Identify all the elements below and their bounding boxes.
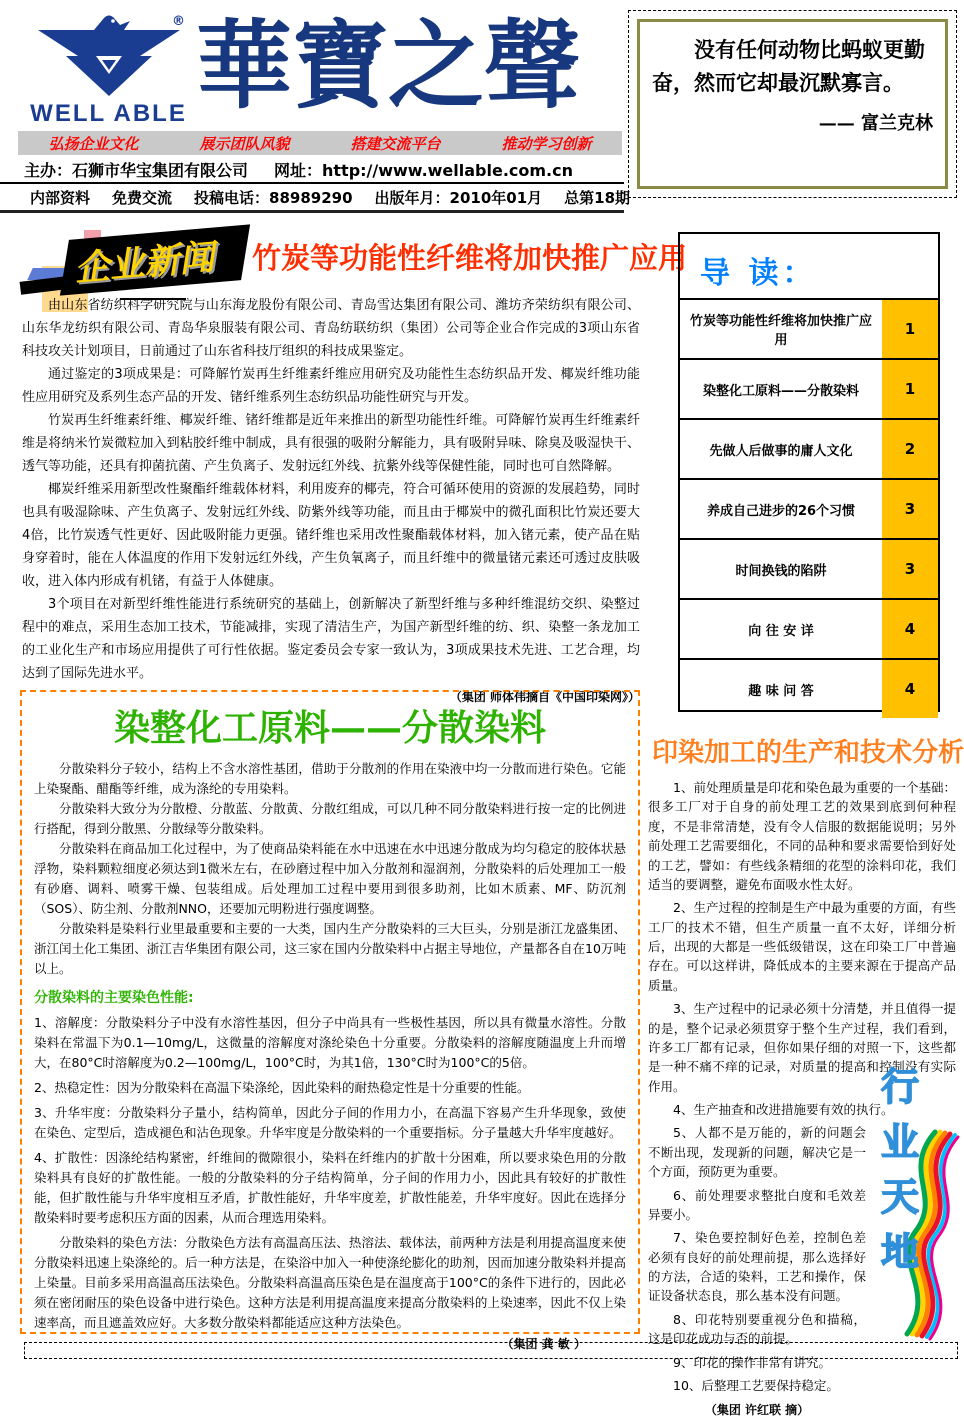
logo-text: WELL ABLE xyxy=(30,100,187,127)
slogan-item: 推动学习创新 xyxy=(501,134,592,153)
news-attribution: （集团 师体伟摘自《中国印染网》） xyxy=(449,690,640,704)
dye-attribution: （集团 龚 敏 ） xyxy=(501,1337,586,1351)
guide-page-number: 3 xyxy=(882,540,938,598)
guide-item-label: 先做人后做事的庸人文化 xyxy=(709,443,853,459)
dye-property: 4、扩散性：因涤纶结构紧密，纤维间的微隙很小，染料在纤维内的扩散十分困难，所以要求染色用的分散染料具有良好的扩散性能。一般的分散染料的分子结构简单，分子间的作用力小，因此具有较好的扩散性能，但扩散性能与升华牢度相互矛盾，扩散性能好，升华牢度差，扩散性能差，升华牢度好。因此在选择分散染料时要考虑积压方面的因素，从而合理选用染料。 xyxy=(34,1150,626,1225)
info-item: 总第18期 xyxy=(564,189,631,207)
news-badge-label: 企业新闻 xyxy=(72,237,216,290)
eagle-icon xyxy=(34,12,184,98)
news-paragraph: 椰炭纤维采用新型改性聚酯纤维载体材料，利用废弃的椰壳，符合可循环使用的资源的发展趋势，同时也具有吸湿除味、产生负离子、发射远红外线、防紫外线等功能，而且由于椰炭中的微孔面积比竹炭还要大4倍，比竹炭透气性更好、因此吸附能力更强。锗纤维也采用改性聚酯载体材料，加入锗元素，使产品在贴身穿着时，能在人体温度的作用下发射远红外线，产生负氧离子，而且纤维中的微量锗元素还可透过皮肤吸收，进入体内形成有机锗，有益于人体健康。 xyxy=(22,482,640,589)
dye-method-paragraph: 分散染料的染色方法：分散染色方法有高温高压法、热溶法、载体法，前两种方法是利用提高温度来使分散染料迅速上染涤纶的。后一种方法是，在染浴中加入一种使涤纶膨化的助剂，因而加速分散染料并提高上染量。目前多采用高温高压法染色。分散染料高温高压染色是在温度高于100°C的条件下进行的，因此必须在密闭耐压的染色设备中进行染色。这种方法是利用提高温度来提高分散染料的上染速率，因此不仅上染速率高，而且遮盖效应好。大多数分散染料都能适应这种方法染色。 xyxy=(34,1235,626,1330)
news-paragraph: 竹炭再生纤维素纤维、椰炭纤维、锗纤维都是近年来推出的新型功能性纤维。可降解竹炭再生纤维素纤维是将纳米竹炭微粒加入到粘胶纤维中制成，具有很强的吸附分解能力，具有吸附异味、除臭及吸湿快干、透气等功能，还具有抑菌抗菌、产生负离子、发射远红外线、抗紫外线等保健性能，同时也可自然降解。 xyxy=(22,413,640,474)
printing-article-title: 印染加工的生产和技术分析 xyxy=(652,738,964,768)
guide-row xyxy=(680,598,938,658)
dye-property: 3、升华牢度：分散染料分子量小，结构简单，因此分子间的作用力小，在高温下容易产生升华现象，致使在染色、定型后，造成褪色和沾色现象。升华牢度是分散染料的一个重要指标。分子量越大升华牢度越好。 xyxy=(34,1105,626,1140)
banner-char: 天 xyxy=(880,1174,919,1219)
dye-subheading: 分散染料的主要染色性能: xyxy=(34,990,194,1006)
guide-item-label: 趣 味 问 答 xyxy=(748,683,814,699)
printing-item: 3、生产过程中的记录必须十分清楚，并且值得一提的是，整个记录必须贯穿于整个生产过程，我们看到，许多工厂都有记录，但你如果仔细的对照一下，这些都是一种不痛不痒的记录，对质量的提高和控制没有实际作用。 xyxy=(648,1001,956,1094)
printing-item: 8、印花特别要重视分色和描稿，这是印花成功与否的前提。 xyxy=(648,1311,866,1347)
dye-paragraph: 分散染料是染料行业里最重要和主要的一大类，国内生产分散染料的三大巨头，分别是浙江龙盛集团、浙江闰土化工集团、浙江吉华集团有限公司，这三家在国内分散染料中占据主导地位，产量都各自在10万吨以上。 xyxy=(34,921,626,976)
guide-page-number: 4 xyxy=(882,660,938,718)
guide-page-number: 1 xyxy=(882,360,938,418)
wellable-logo xyxy=(26,12,191,128)
quote-box xyxy=(628,10,957,198)
dye-paragraph: 分散染料在商品加工化过程中，为了使商品染料能在水中迅速在水中迅速分散成为均匀稳定的胶体状悬浮物，染料颗粒细度必须达到1微米左右，在砂磨过程中加入分散剂和湿润剂，分散染料的后处理加工一般有砂磨、调料、喷雾干燥、包装组成。后处理加工过程中要用到很多助剂，比如木质素、MF、防沉剂（SOS）、防尘剂、分散剂NNO，还要加元明粉进行强度调整。 xyxy=(34,841,626,916)
dye-paragraph: 分散染料大致分为分散橙、分散蓝、分散黄、分散红组成，可以几种不同分散染料进行按一定的比例进行搭配，得到分散黑、分散绿等分散染料。 xyxy=(34,801,626,836)
guide-row xyxy=(680,418,938,478)
registered-mark-icon: ® xyxy=(172,14,185,29)
guide-item-label: 养成自己进步的26个习惯 xyxy=(706,503,856,519)
slogan-item: 搭建交流平台 xyxy=(350,134,441,153)
guide-item-label: 竹炭等功能性纤维将加快推广应用 xyxy=(689,314,872,348)
newsletter-title: 華寶之聲 xyxy=(196,9,580,122)
quote-text: 没有任何动物比蚂蚁更勤奋，然而它却最沉默寡言。 xyxy=(652,37,925,95)
info-item: 出版年月：2010年01月 xyxy=(374,189,543,207)
guide-row xyxy=(680,538,938,598)
guide-item-label: 向 往 安 详 xyxy=(748,623,814,639)
dye-property: 1、溶解度：分散染料分子中没有水溶性基因，但分子中尚具有一些极性基因，所以具有微量水溶性。分散染料在常温下为0.1—10mg/L，这微量的溶解度对涤纶染色十分重要。分散染料的溶解度随温度上升而增大，在80°C时溶解度为0.2—100mg/L，100°C时，为其1倍，130°C时为100°C的5倍。 xyxy=(34,1015,626,1070)
organizer-text: 主办：石狮市华宝集团有限公司 xyxy=(24,161,249,180)
quote-author: —— 富兰克林 xyxy=(818,113,933,135)
guide-item-label: 时间换钱的陷阱 xyxy=(735,563,827,579)
industry-banner xyxy=(876,1064,924,1288)
printing-item: 9、印花的操作非常有讲究。 xyxy=(673,1354,831,1370)
printing-item: 6、前处理要求整批白度和毛效差异要小。 xyxy=(648,1187,866,1222)
slogan-bar xyxy=(18,131,622,155)
bottom-dashed-box xyxy=(24,1342,958,1359)
guide-item-label: 染整化工原料——分散染料 xyxy=(702,383,859,399)
guide-row xyxy=(680,478,938,538)
divider xyxy=(0,182,624,184)
quote-box-inner xyxy=(637,19,948,189)
guide-page-number: 2 xyxy=(882,420,938,478)
printing-attribution: （集团 许红联 摘） xyxy=(704,1403,810,1418)
printing-item: 7、染色要控制好色差，控制色差必须有良好的前处理前提，那么选择好的方法，合适的染料，工艺和操作，保证设备状态良，那么基本没有问题。 xyxy=(648,1230,866,1304)
website-text: 网址：http://www.wellable.com.cn xyxy=(274,161,574,180)
guide-page-number: 3 xyxy=(882,480,938,538)
guide-row xyxy=(680,298,938,358)
dye-property: 2、热稳定性：因为分散染料在高温下染涤纶，因此染料的耐热稳定性是十分重要的性能。 xyxy=(34,1080,530,1095)
news-article xyxy=(22,294,640,704)
news-headline: 竹炭等功能性纤维将加快推广应用 xyxy=(252,241,688,275)
printing-item: 10、后整理工艺要保持稳定。 xyxy=(673,1377,839,1393)
guide-box xyxy=(678,232,940,712)
info-item: 内部资料 xyxy=(30,189,91,207)
slogan-item: 展示团队风貌 xyxy=(199,134,290,153)
guide-page-number: 4 xyxy=(882,600,938,658)
slogan-item: 弘扬企业文化 xyxy=(48,134,139,153)
news-paragraph: 通过鉴定的3项成果是：可降解竹炭再生纤维素纤维应用研究及功能性生态纺织品开发、椰炭纤维功能性应用研究及系列生态产品的开发、锗纤维系列生态纺织品功能性研究与开发。 xyxy=(22,367,640,405)
printing-item: 1、前处理质量是印花和染色最为重要的一个基础：很多工厂对于自身的前处理工艺的效果到底到何种程度，不是非常清楚，没有令人信服的数据能说明；另外前处理工艺需要细化，不同的品种和要求需要恰到好处的工艺，譬如：有些线条精细的花型的涂料印花，我们适当的要调整，避免布面吸水性太好。 xyxy=(648,780,956,892)
dye-article-title: 染整化工原料——分散染料 xyxy=(113,707,546,749)
info-item: 免费交流 xyxy=(112,189,173,207)
guide-row xyxy=(680,358,938,418)
printing-item: 5、人都不是万能的，新的问题会不断出现，发现新的问题，解决它是一个方面，预防更为重要。 xyxy=(648,1125,866,1180)
guide-page-number: 1 xyxy=(882,300,938,358)
publisher-line xyxy=(24,158,622,181)
printing-item: 4、生产抽查和改进措施要有效的执行。 xyxy=(673,1102,894,1117)
dye-paragraph: 分散染料分子较小，结构上不含水溶性基团，借助于分散剂的作用在染液中均一分散而进行染色。它能上染聚酯、醋酯等纤维，成为涤纶的专用染料。 xyxy=(34,761,626,796)
dye-article-box xyxy=(20,690,640,1351)
publication-info-line xyxy=(30,187,631,208)
banner-char: 地 xyxy=(880,1229,919,1274)
banner-char: 行 xyxy=(880,1064,919,1109)
banner-char: 业 xyxy=(880,1119,919,1164)
news-paragraph: 3个项目在对新型纤维性能进行系统研究的基础上，创新解决了新型纤维与多种纤维混纺交织、染整过程中的难点，采用生态加工技术，节能减排，实现了清洁生产，为国产新型纤维的纺、织、染整一条龙加工的工业化生产和市场应用提供了可行性依据。鉴定委员会专家一致认为，3项成果技术先进、工艺合理，均达到了国际先进水平。 xyxy=(22,597,640,681)
guide-title: 导 读： xyxy=(700,256,817,291)
printing-article-narrow xyxy=(648,1123,866,1419)
guide-row xyxy=(680,658,938,718)
divider xyxy=(0,210,624,213)
info-item: 投稿电话：88989290 xyxy=(194,189,353,207)
news-paragraph: 由山东省纺织科学研究院与山东海龙股份有限公司、青岛雪达集团有限公司、潍坊齐荣纺织有限公司、山东华龙纺织有限公司、青岛华泉服装有限公司、青岛纺联纺织（集团）公司等企业合作完成的3项山东省科技攻关计划项目，日前通过了山东省科技厅组织的科技成果鉴定。 xyxy=(22,298,640,359)
printing-item: 2、生产过程的控制是生产中最为重要的方面，有些工厂的技术不错，但生产质量一直不太好，详细分析后，出现的大都是一些低级错误，这在印染工厂中普遍存在。可以这样讲，降低成本的主要来源在于提高产品质量。 xyxy=(648,900,956,993)
